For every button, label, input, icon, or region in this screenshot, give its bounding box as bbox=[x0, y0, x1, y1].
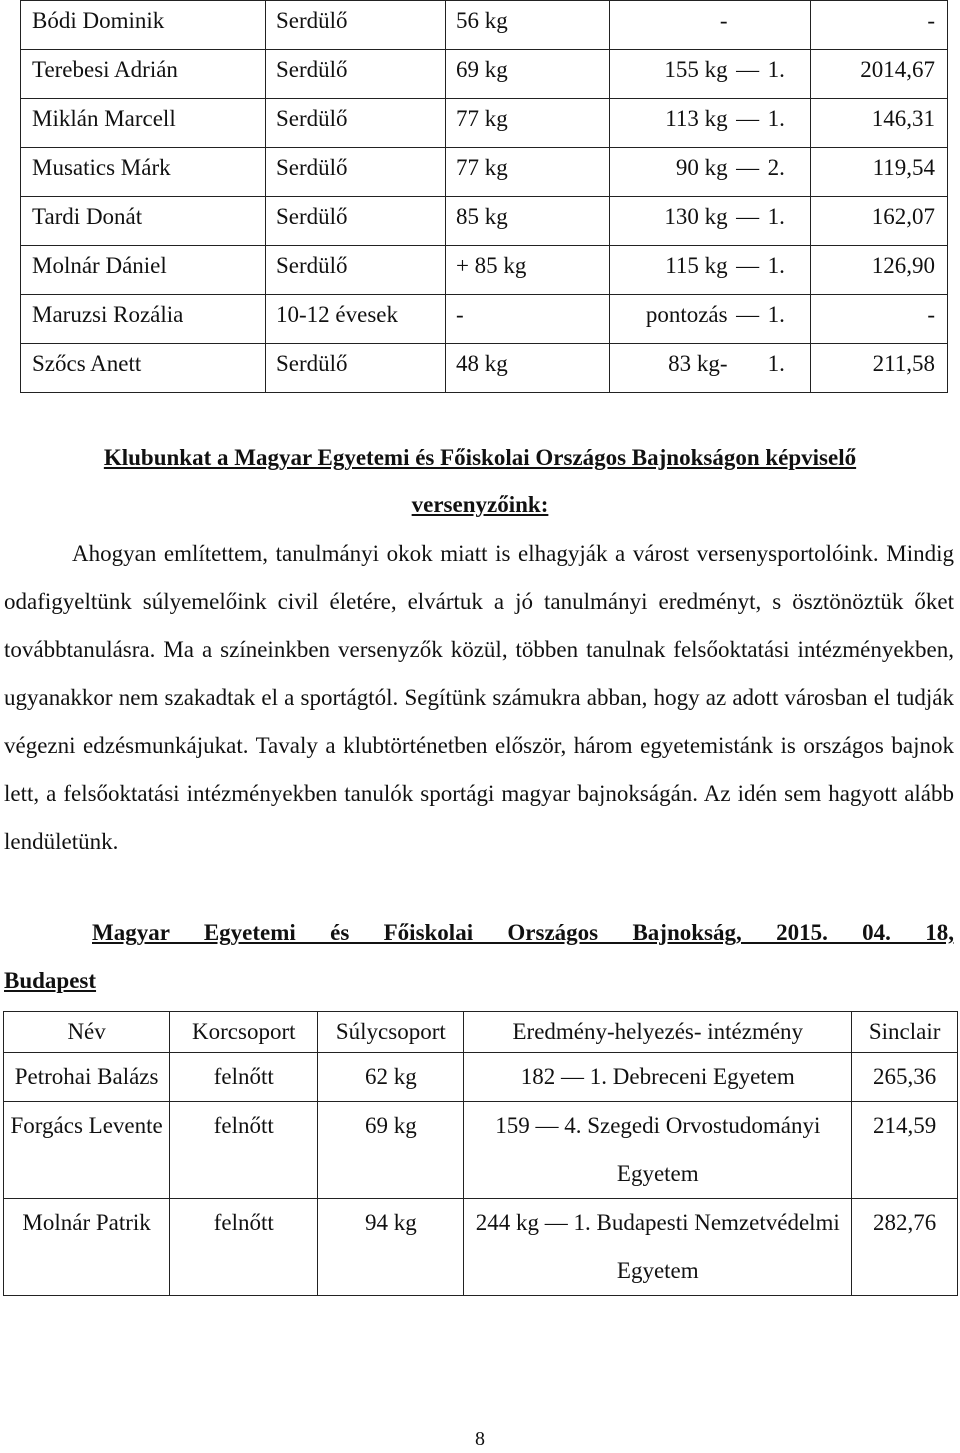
competition-heading: Magyar Egyetemi és Főiskolai Országos Bajnokság, 2015. 04. 18, bbox=[92, 920, 954, 945]
age-category: Serdülő bbox=[266, 1, 446, 50]
athlete-name: Maruzsi Rozália bbox=[21, 295, 266, 344]
result-value: 113 kg bbox=[665, 106, 728, 131]
weight-class: - bbox=[445, 295, 609, 344]
athlete-name: Petrohai Balázs bbox=[4, 1053, 170, 1102]
result-dash: — bbox=[736, 106, 760, 131]
result-value: 155 kg bbox=[664, 57, 728, 82]
age-category: felnőtt bbox=[170, 1199, 318, 1296]
result-dash: — bbox=[736, 253, 760, 278]
result-cell bbox=[610, 1, 810, 50]
age-category: Serdülő bbox=[266, 148, 446, 197]
paragraph-text: Ahogyan említettem, tanulmányi okok miatt is elhagyják a várost versenysportolóink. Mindig odafigyeltünk súlyemelőink civil életére, elvártuk a jó tanulmányi eredményt, s ösztönöztük őket továbbtanulásra. Ma a színeinkben versenyzők közül, többen tanulnak felsőoktatási intézményekben, ugyanakkor nem szakadtak el a sportágtól. Segítünk számukra abban, hogy az adott városban el tudják végezni edzésmunkájukat. Tavaly a klubtörténetben először, három egyetemistánk is országos bajnok lett, a felsőoktatási intézményekben tanulók sportági magyar bajnokságán. Az idén sem hagyott alább lendületünk. bbox=[4, 541, 954, 854]
result-value: - bbox=[719, 8, 728, 33]
result-cell bbox=[610, 99, 810, 148]
table-row bbox=[4, 1102, 958, 1199]
table-row bbox=[21, 148, 948, 197]
result-dash: — bbox=[736, 155, 760, 180]
result-place: 1. bbox=[767, 302, 785, 327]
result-cell bbox=[610, 344, 810, 393]
weight-class: 77 kg bbox=[445, 148, 609, 197]
weight-class: 62 kg bbox=[318, 1053, 464, 1102]
result-dash: — bbox=[736, 57, 760, 82]
result-dash: — bbox=[736, 204, 760, 229]
age-category: Serdülő bbox=[266, 50, 446, 99]
column-header: Eredmény-helyezés- intézmény bbox=[464, 1012, 852, 1053]
age-category: 10-12 évesek bbox=[266, 295, 446, 344]
result-institution: 244 kg — 1. Budapesti Nemzetvédelmi Egyetem bbox=[464, 1199, 852, 1296]
table-row bbox=[21, 295, 948, 344]
weight-class: 69 kg bbox=[318, 1102, 464, 1199]
table-row bbox=[4, 1053, 958, 1102]
weight-class: 85 kg bbox=[445, 197, 609, 246]
athlete-name: Forgács Levente bbox=[4, 1102, 170, 1199]
weight-class: 77 kg bbox=[445, 99, 609, 148]
athlete-name: Molnár Patrik bbox=[4, 1199, 170, 1296]
sinclair-score: 2014,67 bbox=[810, 50, 947, 99]
athlete-name: Terebesi Adrián bbox=[21, 50, 266, 99]
column-header: Súlycsoport bbox=[318, 1012, 464, 1053]
result-place: 1. bbox=[767, 253, 785, 278]
table-row bbox=[21, 344, 948, 393]
weight-class: 69 kg bbox=[445, 50, 609, 99]
sinclair-score: 146,31 bbox=[810, 99, 947, 148]
sinclair-score: 162,07 bbox=[810, 197, 947, 246]
sinclair-score: - bbox=[810, 295, 947, 344]
body-paragraph bbox=[4, 530, 954, 866]
result-value: 83 kg- bbox=[668, 351, 728, 376]
age-category: Serdülő bbox=[266, 246, 446, 295]
weight-class: + 85 kg bbox=[445, 246, 609, 295]
table-row bbox=[4, 1199, 958, 1296]
athlete-name: Molnár Dániel bbox=[21, 246, 266, 295]
result-institution: 159 — 4. Szegedi Orvostudományi Egyetem bbox=[464, 1102, 852, 1199]
age-category: Serdülő bbox=[266, 99, 446, 148]
section-heading-line2: versenyzőink: bbox=[411, 492, 549, 517]
sinclair-score: 282,76 bbox=[852, 1199, 958, 1296]
result-place: 1. bbox=[767, 106, 785, 131]
result-place: 2. bbox=[767, 155, 785, 180]
result-value: 90 kg bbox=[675, 155, 728, 180]
result-value: pontozás bbox=[645, 302, 728, 327]
result-cell bbox=[610, 246, 810, 295]
age-category: Serdülő bbox=[266, 344, 446, 393]
column-header: Név bbox=[4, 1012, 170, 1053]
result-dash: — bbox=[736, 302, 760, 327]
result-place: 1. bbox=[767, 351, 785, 376]
result-place: 1. bbox=[767, 57, 785, 82]
athlete-name: Bódi Dominik bbox=[21, 1, 266, 50]
table-row bbox=[21, 246, 948, 295]
page-number: 8 bbox=[475, 1428, 485, 1450]
sinclair-score: 265,36 bbox=[852, 1053, 958, 1102]
result-cell bbox=[610, 197, 810, 246]
athlete-name: Tardi Donát bbox=[21, 197, 266, 246]
weight-class: 94 kg bbox=[318, 1199, 464, 1296]
weight-class: 48 kg bbox=[445, 344, 609, 393]
result-place: 1. bbox=[767, 204, 785, 229]
age-category: felnőtt bbox=[170, 1053, 318, 1102]
result-cell bbox=[610, 295, 810, 344]
result-institution: 182 — 1. Debreceni Egyetem bbox=[464, 1053, 852, 1102]
results-table-1 bbox=[20, 0, 948, 393]
athlete-name: Musatics Márk bbox=[21, 148, 266, 197]
table-row bbox=[21, 1, 948, 50]
sinclair-score: 119,54 bbox=[810, 148, 947, 197]
athlete-name: Szőcs Anett bbox=[21, 344, 266, 393]
weight-class: 56 kg bbox=[445, 1, 609, 50]
result-value: 115 kg bbox=[665, 253, 728, 278]
result-cell bbox=[610, 50, 810, 99]
table-row bbox=[21, 197, 948, 246]
table-row bbox=[21, 50, 948, 99]
sinclair-score: 214,59 bbox=[852, 1102, 958, 1199]
table-row bbox=[21, 99, 948, 148]
sinclair-score: - bbox=[810, 1, 947, 50]
sinclair-score: 211,58 bbox=[810, 344, 947, 393]
competition-location: Budapest bbox=[4, 968, 97, 993]
age-category: felnőtt bbox=[170, 1102, 318, 1199]
results-table-2 bbox=[3, 1011, 958, 1296]
column-header: Sinclair bbox=[852, 1012, 958, 1053]
age-category: Serdülő bbox=[266, 197, 446, 246]
header-row bbox=[4, 1012, 958, 1053]
result-cell bbox=[610, 148, 810, 197]
section-heading-line1: Klubunkat a Magyar Egyetemi és Főiskolai Országos Bajnokságon képviselő bbox=[103, 445, 857, 470]
result-value: 130 kg bbox=[664, 204, 728, 229]
athlete-name: Miklán Marcell bbox=[21, 99, 266, 148]
column-header: Korcsoport bbox=[170, 1012, 318, 1053]
sinclair-score: 126,90 bbox=[810, 246, 947, 295]
